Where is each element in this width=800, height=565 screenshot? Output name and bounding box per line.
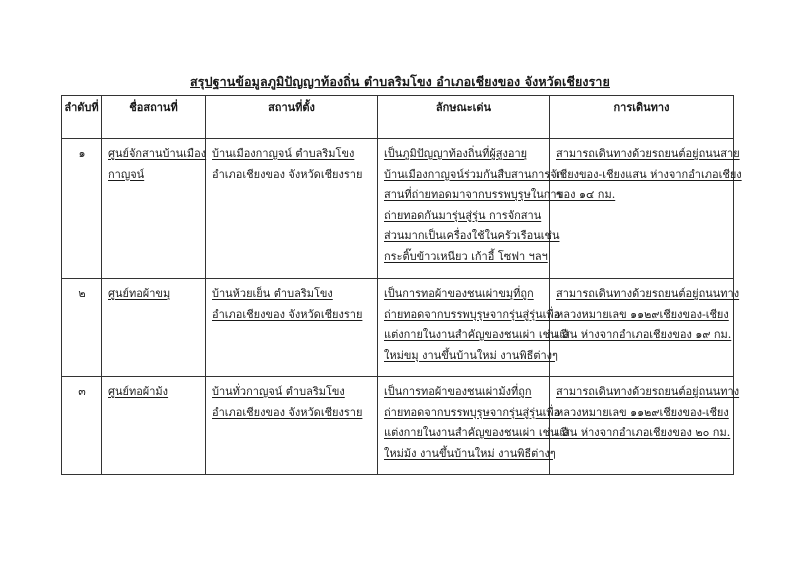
- place-feature: เป็นภูมิปัญญาท้องถิ่นที่ผู้สูงอายุ บ้านเมืองกาญจน์ร่วมกันสืบสานการจัก สานที่ถ่ายทอดมาจากบรรพบุรุษในการ ถ่ายทอดกันมารุ่นสู่รุ่น การจักสาน ส่วนมากเป็นเครื่องใช้ในครัวเรือนเช่น กระติ๊บข้าวเหนียว เก้าอี้ โซฟา ฯลฯ: [378, 139, 550, 279]
- header-name: ชื่อสถานที่: [102, 96, 206, 139]
- table-row: [62, 139, 734, 279]
- row-number: ๒: [62, 279, 102, 377]
- table-row: [62, 377, 734, 475]
- place-travel: สามารถเดินทางด้วยรถยนต์อยู่ถนนทาง หลวงหมายเลข ๑๑๒๙เชียงของ-เชียง แสน ห่างจากอำเภอเชียงของ ๑๙ กม.: [550, 279, 734, 377]
- header-location: สถานที่ตั้ง: [206, 96, 378, 139]
- header-row: [62, 96, 734, 139]
- row-number: ๓: [62, 377, 102, 475]
- place-name: ศูนย์จักสานบ้านเมือง กาญจน์: [102, 139, 206, 279]
- header-travel: การเดินทาง: [550, 96, 734, 139]
- place-travel: สามารถเดินทางด้วยรถยนต์อยู่ถนนทาง หลวงหมายเลข ๑๑๒๙เชียงของ-เชียง แสน ห่างจากอำเภอเชียงของ ๒๐ กม.: [550, 377, 734, 475]
- place-name: ศูนย์ทอผ้าขมุ: [102, 279, 206, 377]
- place-feature: เป็นการทอผ้าของชนเผ่าขมุที่ถูก ถ่ายทอดจากบรรพบุรุษจากรุ่นสู่รุ่นเพื่อ แต่งกายในงานสำคัญของชนเผ่า เช่น ปี ใหม่ขมุ งานขึ้นบ้านใหม่ งานพิธีต่างๆ: [378, 279, 550, 377]
- table-row: [62, 279, 734, 377]
- data-table: [61, 95, 742, 475]
- place-location: บ้านห้วยเย็น ตำบลริมโขง อำเภอเชียงของ จังหวัดเชียงราย: [206, 279, 378, 377]
- row-number: ๑: [62, 139, 102, 279]
- header-feature: ลักษณะเด่น: [378, 96, 550, 139]
- header-no: ลำดับที่: [62, 96, 102, 139]
- place-feature: เป็นการทอผ้าของชนเผ่าม้งที่ถูก ถ่ายทอดจากบรรพบุรุษจากรุ่นสู่รุ่นเพื่อ แต่งกายในงานสำคัญของชนเผ่า เช่น ปี ใหม่ม้ง งานขึ้นบ้านใหม่ งานพิธีต่างๆ: [378, 377, 550, 475]
- place-name: ศูนย์ทอผ้าม้ง: [102, 377, 206, 475]
- place-location: บ้านทั่วกาญจน์ ตำบลริมโขง อำเภอเชียงของ จังหวัดเชียงราย: [206, 377, 378, 475]
- place-location: บ้านเมืองกาญจน์ ตำบลริมโขง อำเภอเชียงของ จังหวัดเชียงราย: [206, 139, 378, 279]
- page-title: สรุปฐานข้อมูลภูมิปัญญาท้องถิ่น ตำบลริมโขง อำเภอเชียงของ จังหวัดเชียงราย: [190, 74, 610, 89]
- place-travel: สามารถเดินทางด้วยรถยนต์อยู่ถนนสาย เชียงของ-เชียงแสน ห่างจากอำเภอเชียง ของ ๑๔ กม.: [550, 139, 734, 279]
